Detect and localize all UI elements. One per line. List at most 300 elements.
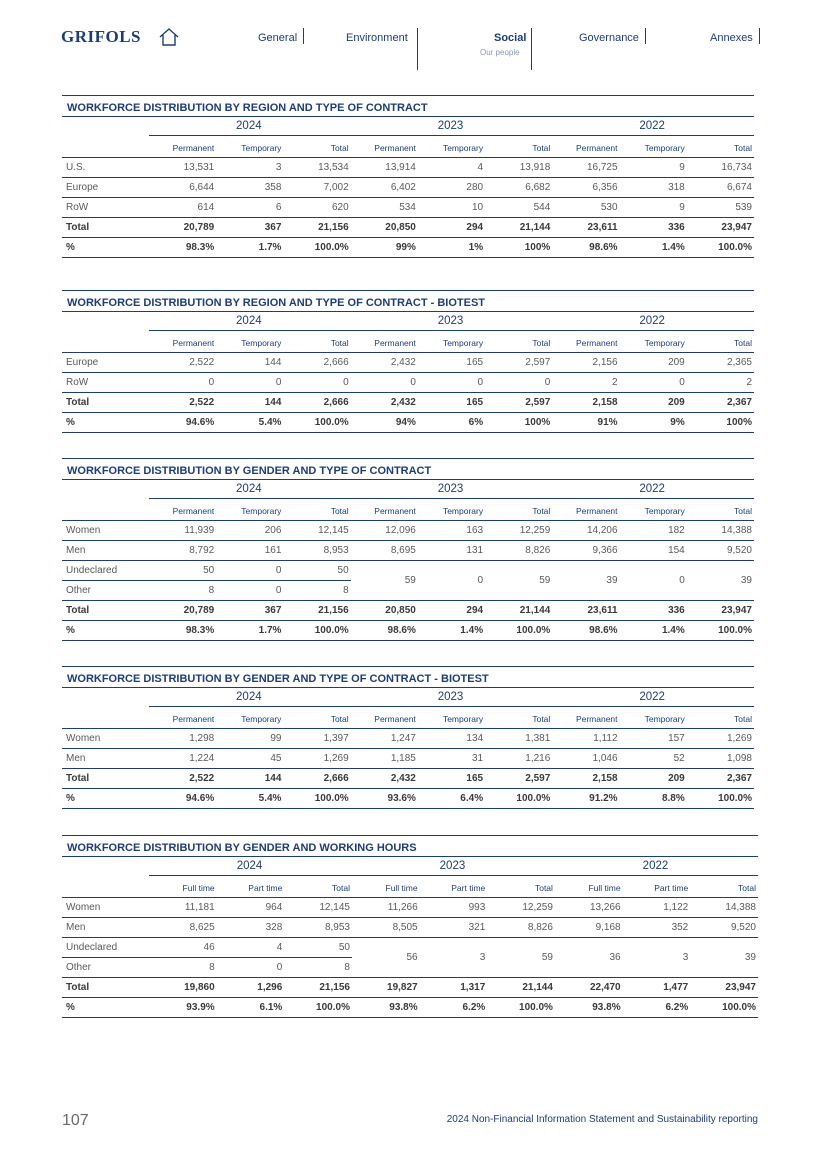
nav-environment[interactable]: Environment [346,32,408,44]
table-cell: 165 [418,353,485,373]
table-cell: 964 [217,898,285,918]
nav-governance[interactable]: Governance [579,32,639,44]
year-header: 2023 [352,857,555,876]
table-cell [62,136,149,158]
table-cell: 3 [216,158,283,178]
table-cell: Part time [217,876,285,898]
data-table [62,312,754,433]
table-cell: 6,644 [149,178,216,198]
table-cell: 91% [552,413,619,433]
table-cell: 6.2% [420,998,488,1018]
table-title: WORKFORCE DISTRIBUTION BY REGION AND TYPE OF CONTRACT - BIOTEST [62,290,754,312]
table-cell: 2,158 [552,769,619,789]
table-row-total [62,218,754,238]
table-cell: 367 [216,218,283,238]
table-cell: 352 [623,918,691,938]
table-cell: 14,206 [552,521,619,541]
table-cell: Full time [555,876,623,898]
row-label: Total [62,601,149,621]
table-cell: 21,156 [283,218,350,238]
table-cell: 23,947 [687,601,754,621]
table-cell: 9,520 [690,918,758,938]
table-cell: 0 [217,958,285,978]
table-cell: 1.7% [216,621,283,641]
table-cell [62,480,149,499]
home-icon[interactable] [158,27,180,47]
table-cell: 100.0% [283,238,350,258]
table-row-total [62,978,758,998]
table-cell: Full time [352,876,420,898]
table-cell: 100.0% [687,238,754,258]
table-row [62,729,754,749]
table-cell: Total [690,876,758,898]
table-cell: 336 [620,218,687,238]
table-cell: 6.1% [217,998,285,1018]
table-cell: 39 [687,561,754,601]
table-row [62,918,758,938]
table-cell: 2,432 [351,769,418,789]
table-cell: Total [485,331,552,353]
table-cell: 8 [284,958,352,978]
nav-general[interactable]: General [258,32,298,44]
row-label: RoW [62,373,149,393]
table-row [62,521,754,541]
table-cell: 13,914 [351,158,418,178]
table-cell: 11,266 [352,898,420,918]
table-row-total [62,769,754,789]
column-header: Temporary [418,136,485,158]
table-cell: 1,381 [485,729,552,749]
table-cell: Permanent [149,331,216,353]
table-cell: 1% [418,238,485,258]
table-cell: 9,168 [555,918,623,938]
table-cell: 2,597 [485,353,552,373]
table-cell [62,117,149,136]
table-cell: 8 [149,958,217,978]
row-label: Other [62,581,149,601]
table-cell: 36 [555,938,623,978]
table-cell: Permanent [552,499,619,521]
table-cell: 13,266 [555,898,623,918]
table-cell: Temporary [418,331,485,353]
year-header: 2022 [552,688,754,707]
table-cell: 100.0% [687,789,754,809]
table-cell: Temporary [620,499,687,521]
table-cell: 0 [283,373,350,393]
table-cell: 9% [620,413,687,433]
nav-divider [531,28,532,70]
table-cell: 2,158 [552,393,619,413]
row-label: % [62,621,149,641]
table-cell: 2,432 [351,353,418,373]
year-header: 2024 [149,312,351,331]
table-cell: 39 [552,561,619,601]
table-cell: 59 [487,938,555,978]
row-label: % [62,413,149,433]
nav-annexes[interactable]: Annexes [710,32,753,44]
table-cell: 11,939 [149,521,216,541]
table-cell: 9 [620,158,687,178]
table-cell: 98.6% [552,621,619,641]
table-cell: 2,522 [149,353,216,373]
table-cell: 8,505 [352,918,420,938]
column-header: Total [485,136,552,158]
table-cell: 21,156 [283,601,350,621]
table-cell: 0 [418,373,485,393]
table-cell: 20,789 [149,601,216,621]
row-label: Total [62,218,149,238]
row-label: % [62,238,149,258]
column-header: Permanent [351,136,418,158]
table-cell: 6% [418,413,485,433]
year-header: 2024 [149,688,351,707]
table-cell: 22,470 [555,978,623,998]
table-cell: 358 [216,178,283,198]
table-cell: 2,156 [552,353,619,373]
table-gender-contract [62,458,754,641]
row-label: Men [62,541,149,561]
table-cell: 98.3% [149,621,216,641]
row-label: Other [62,958,149,978]
table-cell: 9,366 [552,541,619,561]
table-cell: 12,259 [485,521,552,541]
table-cell: 5.4% [216,413,283,433]
table-cell: 23,611 [552,218,619,238]
table-cell: 6,356 [552,178,619,198]
table-cell [62,499,149,521]
table-cell: 134 [418,729,485,749]
table-cell: 6,402 [351,178,418,198]
table-cell: 1,477 [623,978,691,998]
table-cell: 2,597 [485,769,552,789]
table-cell: 52 [620,749,687,769]
row-label: RoW [62,198,149,218]
table-cell: 100.0% [283,413,350,433]
table-cell: 539 [687,198,754,218]
row-label: Total [62,769,149,789]
column-header: Total [283,136,350,158]
year-header: 2022 [555,857,758,876]
table-cell: 9,520 [687,541,754,561]
table-cell: 1.4% [620,238,687,258]
row-label: Women [62,898,149,918]
table-cell: 1,185 [351,749,418,769]
table-cell: 19,860 [149,978,217,998]
table-cell: 336 [620,601,687,621]
table-cell: Total [487,876,555,898]
year-header: 2022 [552,480,754,499]
table-cell: 0 [149,373,216,393]
table-cell: 157 [620,729,687,749]
table-cell: 2,522 [149,393,216,413]
table-cell: 8,826 [485,541,552,561]
table-cell: Total [687,331,754,353]
table-cell: 14,388 [687,521,754,541]
table-cell: 993 [420,898,488,918]
table-cell: 530 [552,198,619,218]
table-cell: Total [283,499,350,521]
nav-social[interactable]: Social [494,32,527,44]
table-cell: 163 [418,521,485,541]
table-row [62,373,754,393]
table-cell: 6.4% [418,789,485,809]
row-label: U.S. [62,158,149,178]
table-cell: 0 [620,561,687,601]
table-cell: Permanent [552,331,619,353]
table-cell: Permanent [149,499,216,521]
table-cell: 144 [216,769,283,789]
table-row [62,898,758,918]
table-row [62,158,754,178]
row-label: Total [62,978,149,998]
table-cell: 100.0% [284,998,352,1018]
table-cell: 94% [351,413,418,433]
table-row-total [62,601,754,621]
table-row-percent [62,238,754,258]
year-header: 2024 [149,117,351,136]
table-cell: 50 [284,938,352,958]
table-cell: 5.4% [216,789,283,809]
table-cell: 98.3% [149,238,216,258]
table-cell: 2,522 [149,769,216,789]
table-cell: 12,259 [487,898,555,918]
table-cell: 2 [687,373,754,393]
table-row [62,198,754,218]
table-cell: 21,144 [485,218,552,238]
table-cell: 8,953 [284,918,352,938]
nav-divider [759,28,760,44]
year-header: 2024 [149,480,351,499]
table-cell [62,857,149,876]
table-cell: 1,098 [687,749,754,769]
table-cell: 2,666 [283,393,350,413]
table-cell: 98.6% [351,621,418,641]
table-cell: Total [283,707,350,729]
table-cell: Permanent [351,331,418,353]
table-cell: 144 [216,393,283,413]
table-cell: 23,947 [687,218,754,238]
table-cell: 8.8% [620,789,687,809]
table-cell: 209 [620,393,687,413]
table-cell: Permanent [351,707,418,729]
table-row-percent [62,413,754,433]
table-cell: Total [485,707,552,729]
table-cell: 100% [485,238,552,258]
table-cell: 318 [620,178,687,198]
row-label: Europe [62,178,149,198]
table-gender-working-hours [62,835,758,1018]
table-cell: 1,122 [623,898,691,918]
column-header: Permanent [149,136,216,158]
table-cell: 50 [283,561,350,581]
table-cell: 0 [216,581,283,601]
report-title: 2024 Non-Financial Information Statement and Sustainability reporting [446,1114,758,1125]
table-cell: 100.0% [487,998,555,1018]
table-cell: 0 [351,373,418,393]
table-cell: 13,534 [283,158,350,178]
data-table [62,117,754,258]
table-cell: 620 [283,198,350,218]
table-cell [62,876,149,898]
table-row [62,178,754,198]
table-cell: 2,432 [351,393,418,413]
table-cell: 1,269 [283,749,350,769]
table-cell: Total [485,499,552,521]
table-title: WORKFORCE DISTRIBUTION BY GENDER AND TYPE OF CONTRACT [62,458,754,480]
table-cell: 93.8% [352,998,420,1018]
table-cell: 98.6% [552,238,619,258]
table-cell: 4 [217,938,285,958]
table-row-total [62,393,754,413]
year-header: 2023 [351,480,553,499]
table-cell: 2,367 [687,393,754,413]
table-cell: 280 [418,178,485,198]
row-label: % [62,998,149,1018]
table-cell: 93.8% [555,998,623,1018]
row-label: Undeclared [62,561,149,581]
table-cell: 294 [418,218,485,238]
table-cell: 1.4% [620,621,687,641]
table-row [62,561,754,581]
table-cell: 1.4% [418,621,485,641]
nav-divider [417,28,418,70]
table-title: WORKFORCE DISTRIBUTION BY REGION AND TYPE OF CONTRACT [62,95,754,117]
table-cell: 0 [216,373,283,393]
table-cell: Part time [420,876,488,898]
table-cell: 2,666 [283,353,350,373]
table-row-percent [62,998,758,1018]
table-cell: 59 [351,561,418,601]
nav-divider [303,28,304,44]
table-cell: 0 [216,561,283,581]
table-row-percent [62,789,754,809]
table-cell: 12,145 [284,898,352,918]
table-cell: 94.6% [149,413,216,433]
table-cell: 534 [351,198,418,218]
table-cell: 46 [149,938,217,958]
table-cell: 1,317 [420,978,488,998]
table-cell: Permanent [552,707,619,729]
table-cell: 8,695 [351,541,418,561]
table-cell: 8,792 [149,541,216,561]
table-row [62,749,754,769]
table-cell: Temporary [216,707,283,729]
table-gender-contract-biotest [62,666,754,809]
table-cell: 8,826 [487,918,555,938]
table-cell: Part time [623,876,691,898]
table-cell: 209 [620,353,687,373]
table-cell: 13,531 [149,158,216,178]
table-cell [62,688,149,707]
table-cell: 1,298 [149,729,216,749]
table-cell: 6,682 [485,178,552,198]
table-cell: 328 [217,918,285,938]
row-label: Europe [62,353,149,373]
table-cell: 16,725 [552,158,619,178]
table-cell: 161 [216,541,283,561]
row-label: Women [62,521,149,541]
table-cell: 100.0% [485,621,552,641]
table-cell: 2,666 [283,769,350,789]
year-header: 2024 [149,857,352,876]
table-cell: 144 [216,353,283,373]
table-cell [62,331,149,353]
table-cell: 6.2% [623,998,691,1018]
year-header: 2022 [552,117,754,136]
table-cell: 13,918 [485,158,552,178]
table-title: WORKFORCE DISTRIBUTION BY GENDER AND WORKING HOURS [62,835,758,857]
table-cell: Temporary [620,331,687,353]
table-cell: 1,216 [485,749,552,769]
grifols-logo[interactable]: GRIFOLS [61,27,142,46]
table-cell: Temporary [418,707,485,729]
table-cell: 100.0% [283,621,350,641]
table-cell: 99 [216,729,283,749]
table-cell: 154 [620,541,687,561]
table-cell: 1,224 [149,749,216,769]
table-cell: 1,112 [552,729,619,749]
table-row-percent [62,621,754,641]
table-cell: 20,850 [351,601,418,621]
table-cell: 21,144 [487,978,555,998]
table-cell: 99% [351,238,418,258]
table-cell: 3 [420,938,488,978]
table-cell: 165 [418,393,485,413]
table-cell: 0 [620,373,687,393]
table-title: WORKFORCE DISTRIBUTION BY GENDER AND TYPE OF CONTRACT - BIOTEST [62,666,754,688]
table-cell: 2 [552,373,619,393]
table-cell: Total [687,499,754,521]
year-header: 2023 [351,688,553,707]
row-label: Total [62,393,149,413]
row-label: Men [62,749,149,769]
table-cell: 10 [418,198,485,218]
table-cell: 8 [149,581,216,601]
table-cell: 59 [485,561,552,601]
data-table [62,857,758,1018]
table-cell: 1,269 [687,729,754,749]
year-header: 2023 [351,117,553,136]
table-cell: 50 [149,561,216,581]
table-cell: 7,002 [283,178,350,198]
table-cell: 16,734 [687,158,754,178]
nav-sub-our-people[interactable]: Our people [480,48,520,57]
table-cell: 94.6% [149,789,216,809]
table-cell: 6 [216,198,283,218]
table-cell: 2,597 [485,393,552,413]
table-cell: 23,947 [690,978,758,998]
table-cell: Temporary [216,499,283,521]
table-cell: 91.2% [552,789,619,809]
table-cell: 2,365 [687,353,754,373]
table-cell: 100.0% [283,789,350,809]
table-cell: 21,156 [284,978,352,998]
column-header: Temporary [216,136,283,158]
table-cell: 39 [690,938,758,978]
table-cell: Temporary [620,707,687,729]
table-cell: 8 [283,581,350,601]
year-header: 2022 [552,312,754,331]
table-cell: 31 [418,749,485,769]
table-region-contract [62,95,754,258]
table-region-contract-biotest [62,290,754,433]
table-cell: 45 [216,749,283,769]
row-label: Women [62,729,149,749]
table-cell: Full time [149,876,217,898]
table-cell: 544 [485,198,552,218]
table-cell: 294 [418,601,485,621]
table-row [62,541,754,561]
